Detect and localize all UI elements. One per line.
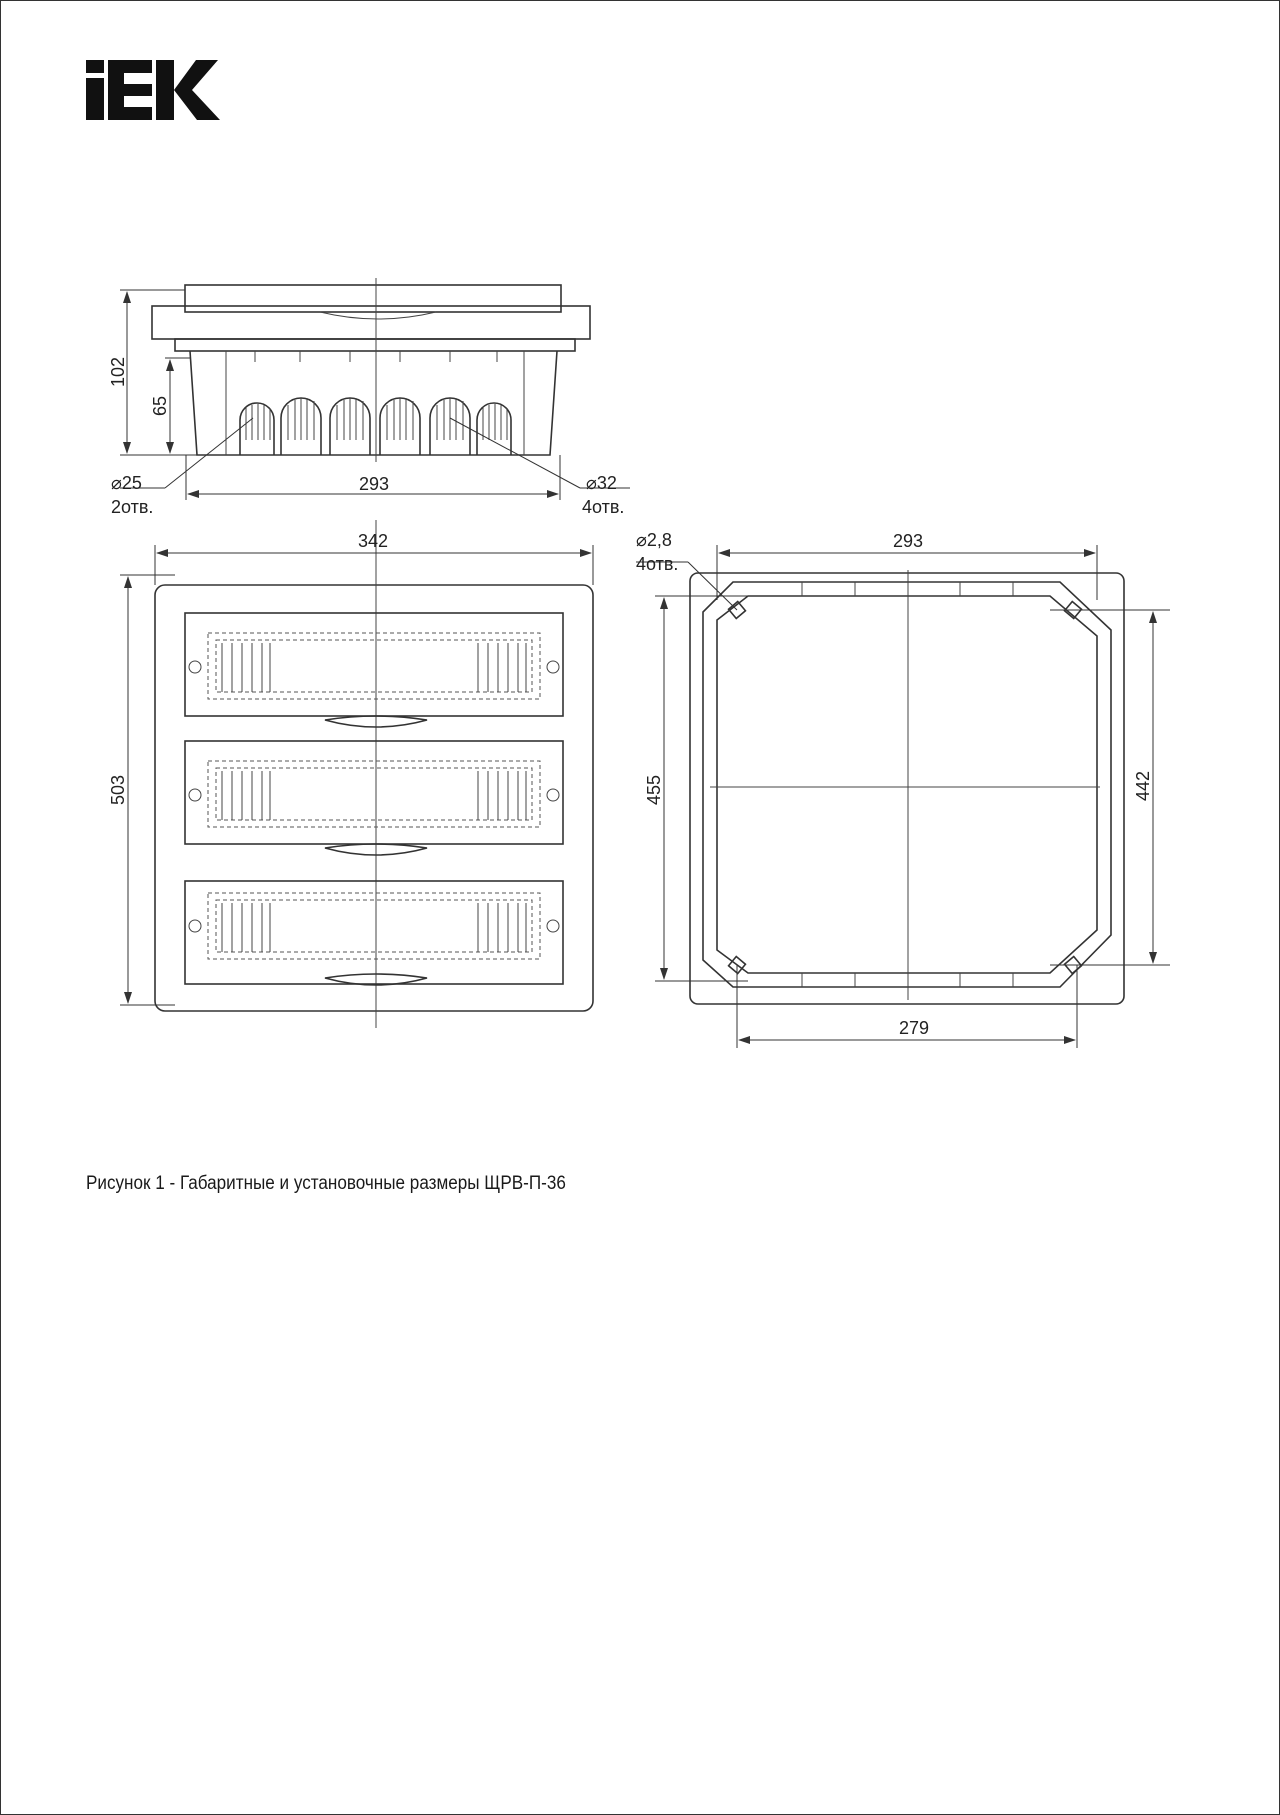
dim-width-base: 293	[358, 474, 390, 494]
hole-large-count: 4отв.	[582, 497, 625, 517]
front-view	[120, 520, 593, 1028]
mount-hole-diameter: ⌀2,8	[636, 530, 672, 550]
din-rail-row	[185, 881, 563, 985]
rear-view	[636, 545, 1170, 1048]
dim-rear-height-left: 455	[644, 774, 664, 806]
dim-rear-width-bottom: 279	[898, 1018, 930, 1038]
hole-large-diameter: ⌀32	[586, 473, 617, 493]
din-rail-row	[185, 741, 563, 855]
dim-rear-width-top: 293	[892, 531, 924, 551]
din-rail-row	[185, 613, 563, 727]
mount-hole-count: 4отв.	[636, 554, 679, 574]
dim-front-height: 503	[108, 774, 128, 806]
side-view	[120, 278, 630, 500]
dim-height-box: 65	[150, 395, 170, 417]
hole-small-count: 2отв.	[111, 497, 154, 517]
figure-caption: Рисунок 1 - Габаритные и установочные размеры ЩРВ-П-36	[86, 1173, 566, 1194]
hole-small-diameter: ⌀25	[111, 473, 142, 493]
dim-rear-height-right: 442	[1133, 770, 1153, 802]
dim-front-width: 342	[357, 531, 389, 551]
dim-height-total: 102	[108, 356, 128, 388]
